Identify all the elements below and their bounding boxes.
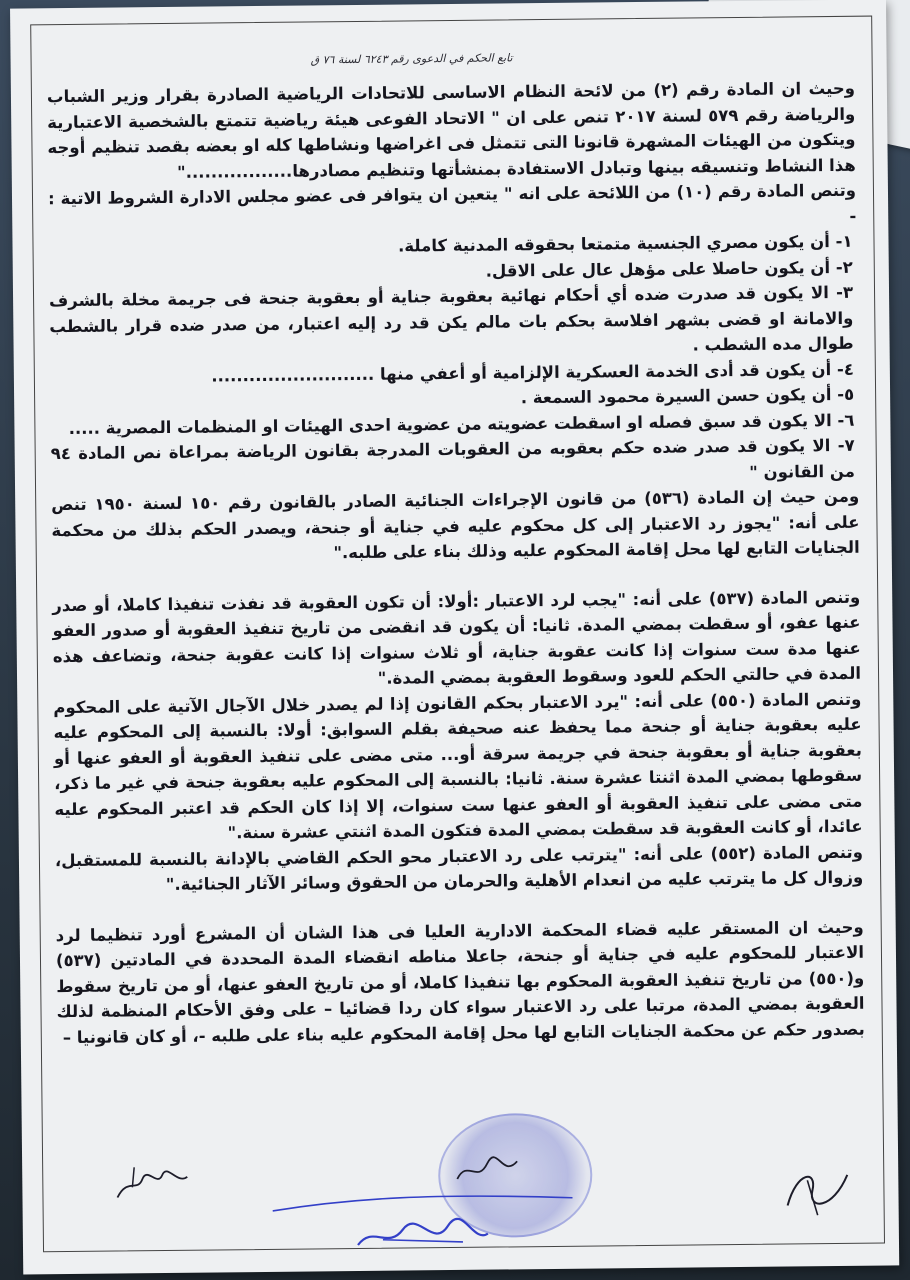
document-body: [47, 76, 865, 1050]
condition-2: ٢- أن يكون حاصلا على مؤهل عال على الاقل.: [485, 257, 853, 281]
paragraph-article-2: وحيث ان المادة رقم (٢) من لائحة النظام الاساسى للاتحادات الرياضية الصادرة بقرار وزير الشباب والرياضة رقم ٥٧٩ لسنة ٢٠١٧ تنص على ان " الاتحاد الفوعى هيئة رياضية تتمتع بالشخصية الاعتبارية ويتكون من الهيئات المشهرة قانونا التى تتمثل فى اغراضها ونشاطها كله او بعضه بقصد تنظيم أوجه هذا النشاط وتنسيقه بينها وتبادل الاستفادة بمنشأتها وتنظيم مصادرها.................": [46, 78, 856, 182]
document-page: [10, 0, 899, 1275]
signature-middle: [452, 1143, 523, 1194]
signature-right: [777, 1160, 858, 1221]
document-header: تابع الحكم في الدعوى رقم ٦٢٤٣ لسنة ٧٦ ق: [310, 51, 513, 67]
paragraph-article-552: وتنص المادة (٥٥٢) على أنه: "يترتب على رد الاعتبار محو الحكم القاضي بالإدانة بالنسبة للمستقبل، وزوال كل ما يترتب عليه من انعدام الأهلية والحرمان من الحقوق وسائر الآثار الجنائية.": [54, 842, 864, 895]
condition-1: ١- أن يكون مصري الجنسية متمتعا بحقوقه المدنية كاملة.: [397, 231, 853, 256]
condition-7: ٧- الا يكون قد صدر ضده حكم بعقوبه من العقوبات المدرجة بقانون الرياضة بمراعاة نص المادة ٩٤ من القانون ": [50, 435, 856, 482]
paragraph-closing: وحيث ان المستقر عليه قضاء المحكمة الادارية العليا فى هذا الشان أن المشرع أورد تنظيما لرد الاعتبار للمحكوم عليه في جناية أو جنحة، جاعلا مناطه انقضاء المدة المحددة في المادتين (٥٣٧) و(٥٥٠) من تاريخ تنفيذ العقوبة المحكوم بها تنفيذا كاملا، أو من تاريخ العفو عنها، أو من تاريخ سقوط العقوبة بمضي المدة، مرتبا على رد الاعتبار سواء كان ردا قضائيا – على وفق الأحكام المنظمة لذلك بصدور حكم عن محكمة الجنايات التابع لها محل إقامة المحكوم عليه بناء على طلبه -، أو كان قانونيا –: [55, 917, 865, 1047]
signature-blue: [353, 1214, 493, 1260]
condition-3: ٣- الا يكون قد صدرت ضده أي أحكام نهائية بعقوبة جناية أو بعقوبة جنحة فى جريمة مخلة بالشرف والامانة او قضى بشهر افلاسة بحكم بات مالم يكن قد رد إليه اعتبار، من صدر ضده قرار بالشطب طوال مده الشطب .: [48, 282, 854, 355]
condition-5: ٥- أن يكون حسن السيرة محمود السمعة .: [520, 384, 855, 408]
paragraph-article-537: وتنص المادة (٥٣٧) على أنه: "يجب لرد الاعتبار :أولا: أن تكون العقوبة قد نفذت تنفيذا كاملا، أو صدر عنها عفو، أو سقطت بمضي المدة. ثانيا: أن يكون قد انقضى من تاريخ تنفيذ العقوبة أو صدور العفو عنها مدة ست سنوات إذا كانت عقوبة جناية، أو ثلاث سنوات إذا كانت عقوبة جنحة، وتضاعف هذه المدة في حالتي الحكم للعود وسقوط العقوبة بمضي المدة.": [52, 587, 862, 688]
paragraph-article-550: وتنص المادة (٥٥٠) على أنه: "يرد الاعتبار بحكم القانون إذا لم يصدر خلال الآجال الآتية على المحكوم عليه بعقوبة جناية أو جنحة مما يحفظ عنه صحيفة بقلم السوابق: أولا: بالنسبة إلى المحكوم عليه بعقوبة جناية أو بعقوبة جنحة في جريمة سرقة أو... متى مضى على تنفيذ العقوبة أو العفو عنها أو سقوطها بمضي المدة اثنتا عشرة سنة. ثانيا: بالنسبة إلى المحكوم عليه بعقوبة جنحة في غير ما ذكر، متى مضى على تنفيذ العقوبة أو العفو عنها ست سنوات، إلا إذا كان الحكم قد اعتبر المحكوم عليه عائدا، أو كانت العقوبة قد سقطت بمضي المدة فتكون المدة اثنتي عشرة سنة.": [53, 689, 863, 843]
condition-6: ٦- الا يكون قد سبق فصله او اسقطت عضويته من عضوية احدى الهيئات او المنظمات المصرية .....: [68, 410, 855, 438]
paragraph-article-10: وتنص المادة رقم (١٠) من اللائحة على انه " يتعين ان يتوافر فى عضو مجلس الادارة الشروط الاتية : -: [47, 180, 857, 226]
paragraph-article-536: ومن حيث إن المادة (٥٣٦) من قانون الإجراءات الجنائية الصادر بالقانون رقم ١٥٠ لسنة ١٩٥٠ تنص على أنه: "يجوز رد الاعتبار إلى كل محكوم عليه في جناية أو جنحة، ويصدر الحكم بذلك من محكمة الجنايات التابع لها محل إقامة المحكوم عليه وذلك بناء على طلبه.": [51, 486, 860, 563]
condition-4: ٤- أن يكون قد أدى الخدمة العسكرية الإلزامية أو أعفي منها ..........................: [211, 359, 854, 385]
signature-left: [112, 1157, 193, 1208]
